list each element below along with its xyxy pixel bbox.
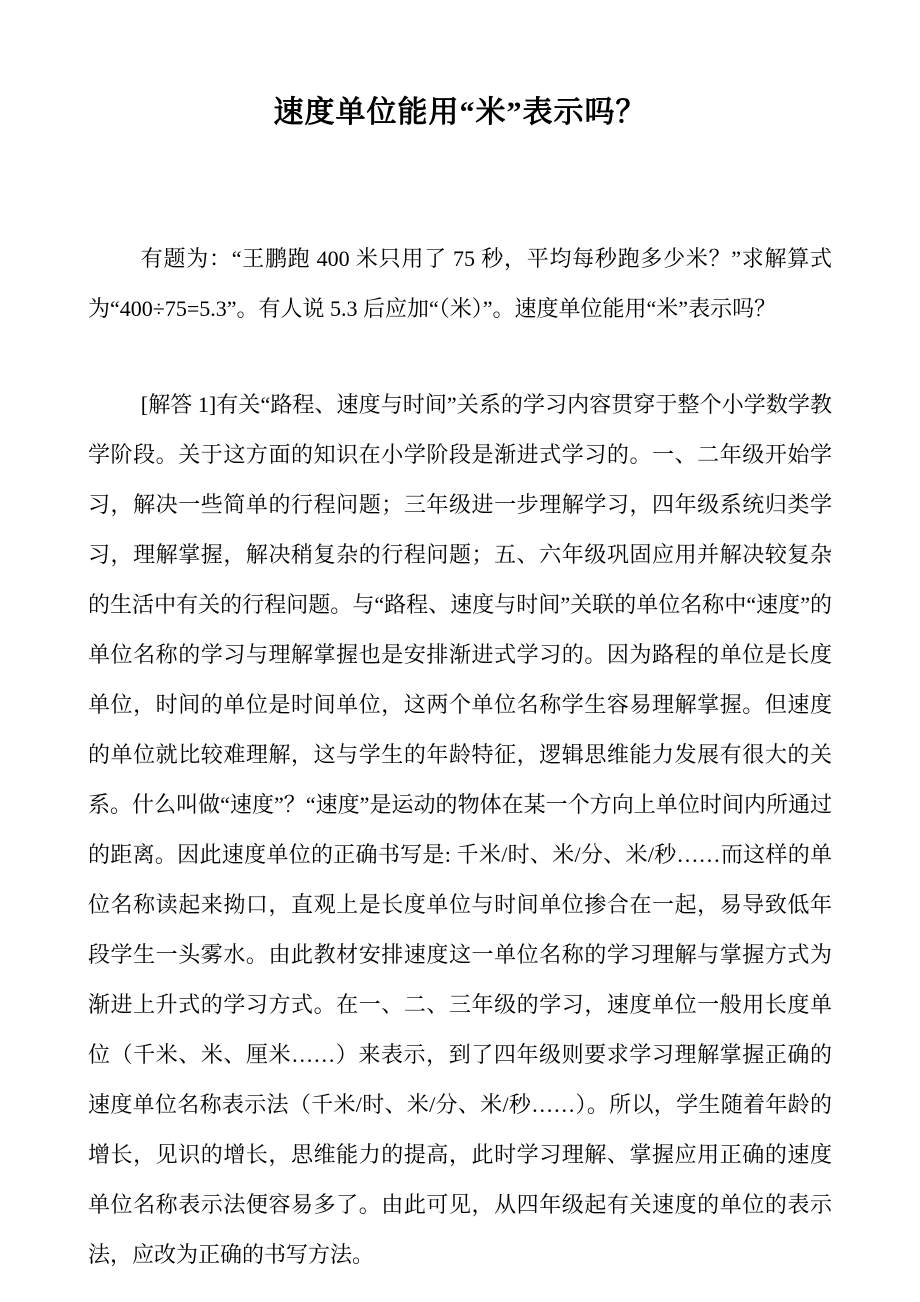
answer-paragraph: [解答 1]有关“路程、速度与时间”关系的学习内容贯穿于整个小学数学教学阶段。关于这方面的知识在小学阶段是渐进式学习的。一、二年级开始学习，解决一些简单的行程问题；三年级进一步理解学习，四年级系统归类学习，理解掌握，解决稍复杂的行程问题；五、六年级巩固应用并解决较复杂的生活中有关的行程问题。与“路程、速度与时间”关联的单位名称中“速度”的单位名称的学习与理解掌握也是安排渐进式学习的。因为路程的单位是长度单位，时间的单位是时间单位，这两个单位名称学生容易理解掌握。但速度的单位就比较难理解，这与学生的年龄特征，逻辑思维能力发展有很大的关系。什么叫做“速度”？“速度”是运动的物体在某一个方向上单位时间内所通过的距离。因此速度单位的正确书写是: 千米/时、米/分、米/秒……而这样的单位名称读起来拗口，直观上是长度单位与时间单位掺合在一起，易导致低年段学生一头雾水。由此教材安排速度这一单位名称的学习理解与掌握方式为渐进上升式的学习方式。在一、二、三年级的学习，速度单位一般用长度单位（千米、米、厘米……）来表示，到了四年级则要求学习理解掌握正确的速度单位名称表示法（千米/时、米/分、米/秒……）。所以，学生随着年龄的增长，见识的增长，思维能力的提高，此时学习理解、掌握应用正确的速度单位名称表示法便容易多了。由此可见，从四年级起有关速度的单位的表示法，应改为正确的书写方法。 (88, 392, 832, 1267)
question-paragraph: 有题为：“王鹏跑 400 米只用了 75 秒，平均每秒跑多少米？”求解算式为“400÷75=5.3”。有人说 5.3 后应加“（米）”。速度单位能用“米”表示吗？ (88, 246, 832, 321)
document-title: 速度单位能用“米”表示吗？ (273, 96, 647, 129)
